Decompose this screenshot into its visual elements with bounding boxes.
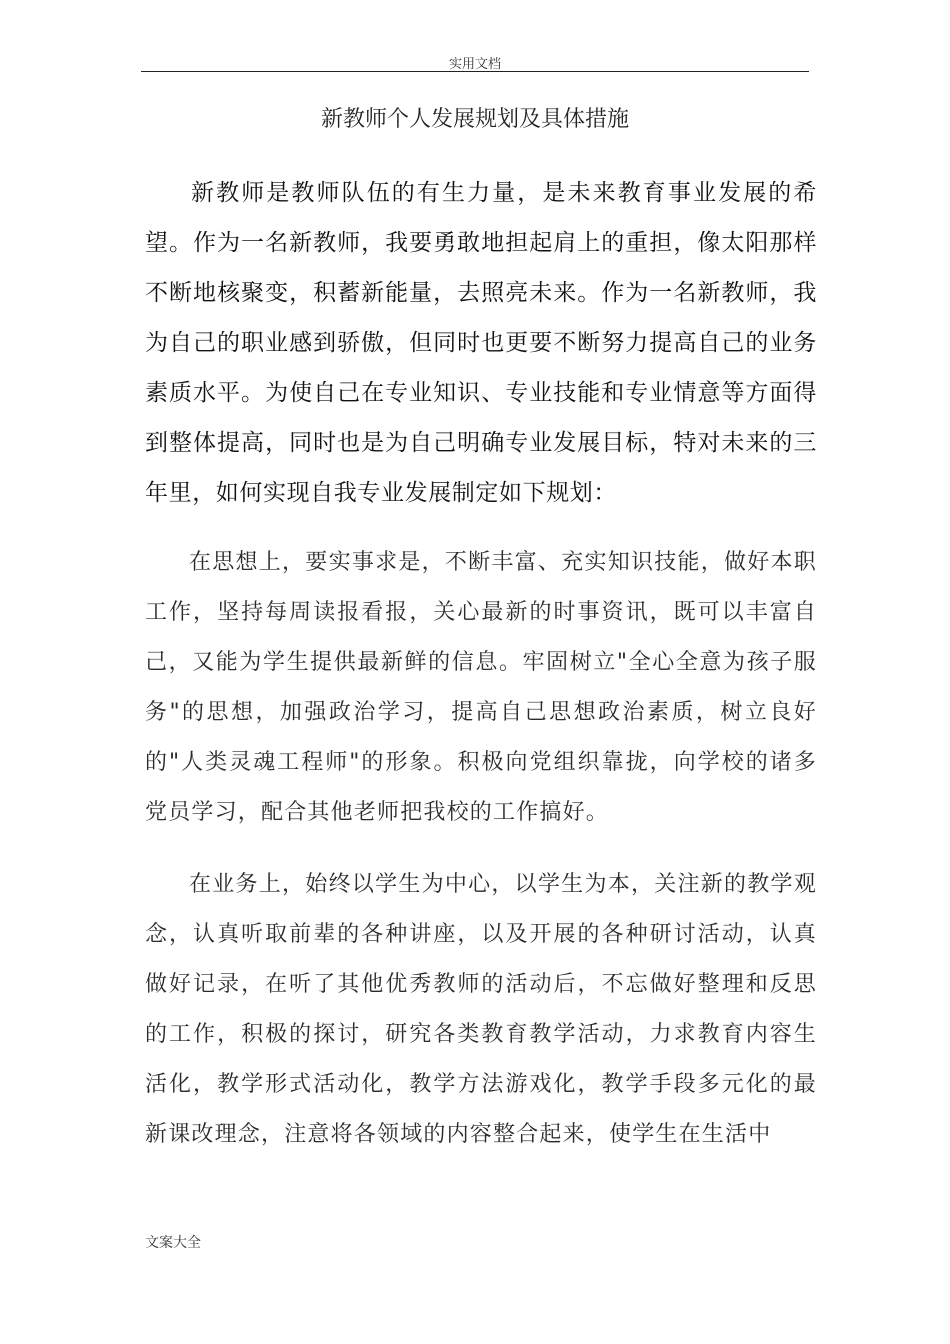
paragraph-professional: 在业务上，始终以学生为中心，以学生为本，关注新的教学观念，认真听取前辈的各种讲座，以及开展的各种研讨活动，认真做好记录，在听了其他优秀教师的活动后，不忘做好整理和反思的工作，积极的探讨，研究各类教育教学活动，力求教育内容生活化，教学形式活动化，教学方法游戏化，教学手段多元化的最新课改理念，注意将各领域的内容整合起来，使学生在生活中 [145,872,817,1147]
page-footer: 文案大全 [145,1235,201,1251]
paragraph-ideology: 在思想上，要实事求是，不断丰富、充实知识技能，做好本职工作，坚持每周读报看报，关心最新的时事资讯，既可以丰富自己，又能为学生提供最新鲜的信息。牢固树立"全心全意为孩子服务"的思想，加强政治学习，提高自己思想政治素质，树立良好的"人类灵魂工程师"的形象。积极向党组织靠拢，向学校的诸多党员学习，配合其他老师把我校的工作搞好。 [145,550,817,825]
paragraph-intro: 新教师是教师队伍的有生力量，是未来教育事业发展的希望。作为一名新教师，我要勇敢地担起肩上的重担，像太阳那样不断地核聚变，积蓄新能量，去照亮未来。作为一名新教师，我为自己的职业感到骄傲，但同时也更要不断努力提高自己的业务素质水平。为使自己在专业知识、专业技能和专业情意等方面得到整体提高，同时也是为自己明确专业发展目标，特对未来的三年里，如何实现自我专业发展制定如下规划： [145,180,817,506]
page-header: 实用文档 [448,57,501,72]
header-divider [141,71,809,72]
document-title: 新教师个人发展规划及具体措施 [320,107,629,132]
